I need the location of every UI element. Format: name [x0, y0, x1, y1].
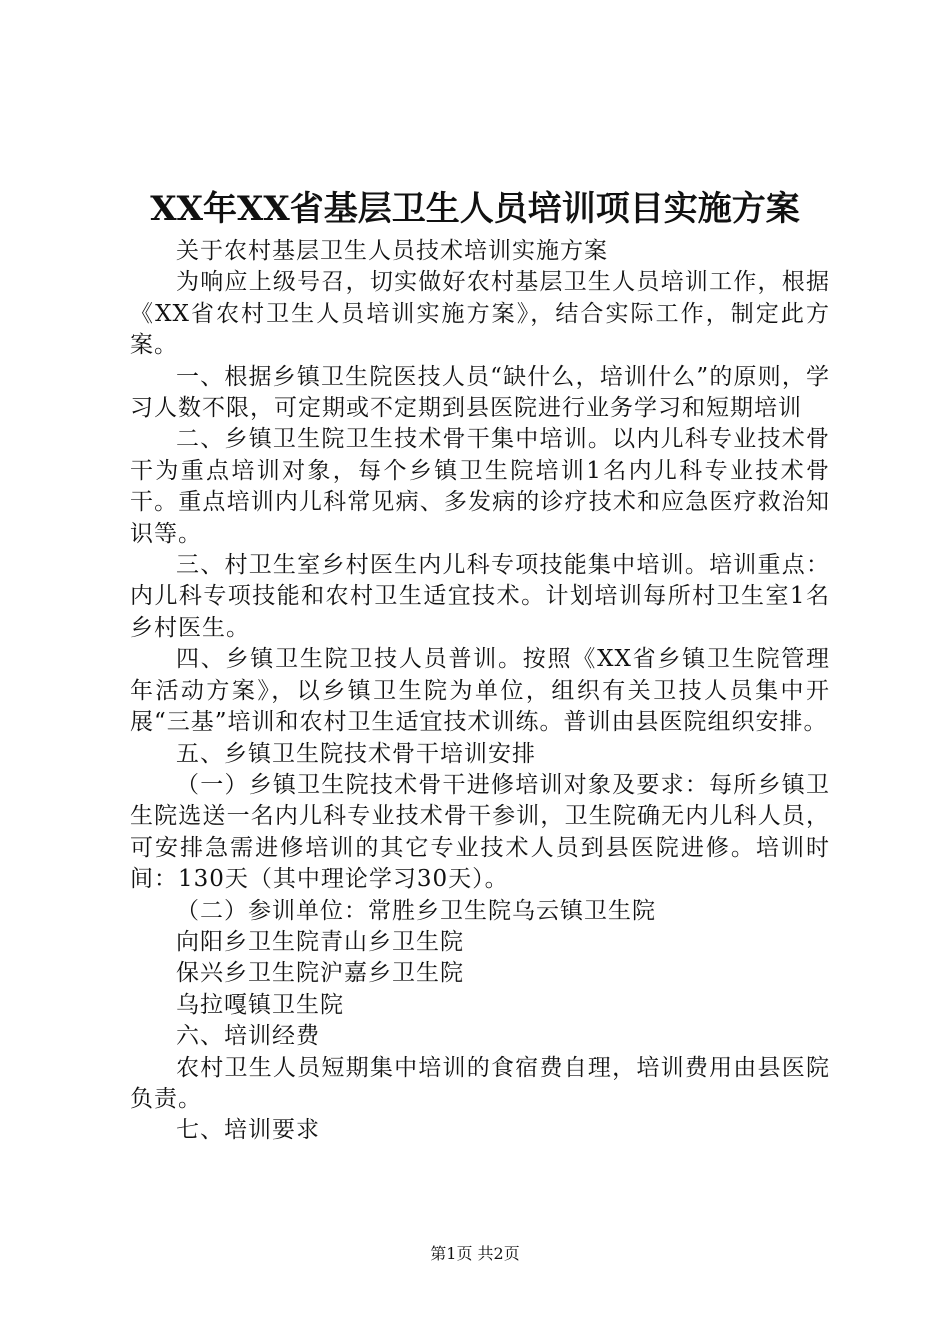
- paragraph-intro: 为响应上级号召，切实做好农村基层卫生人员培训工作，根据《XX省农村卫生人员培训实施方案》，结合实际工作，制定此方案。: [130, 269, 830, 359]
- paragraph-section-7-heading: 七、培训要求: [176, 1117, 320, 1144]
- paragraph-subtitle: 关于农村基层卫生人员技术培训实施方案: [176, 238, 608, 264]
- paragraph-unit-list-3: 乌拉嘎镇卫生院: [176, 991, 344, 1018]
- paragraph-section-5-heading: 五、乡镇卫生院技术骨干培训安排: [176, 740, 536, 767]
- paragraph-section-5-item-1: （一）乡镇卫生院技术骨干进修培训对象及要求：每所乡镇卫生院选送一名内儿科专业技术骨干参训，卫生院确无内儿科人员，可安排急需进修培训的其它专业技术人员到县医院进修。培训时间：130天（其中理论学习30天）。: [130, 771, 830, 893]
- paragraph-section-6-body: 农村卫生人员短期集中培训的食宿费自理，培训费用由县医院负责。: [130, 1054, 830, 1112]
- paragraph-section-6-heading: 六、培训经费: [176, 1023, 320, 1050]
- paragraph-section-4: 四、乡镇卫生院卫技人员普训。按照《XX省乡镇卫生院管理年活动方案》，以乡镇卫生院为单位，组织有关卫技人员集中开展“三基”培训和农村卫生适宜技术训练。普训由县医院组织安排。: [130, 646, 830, 736]
- paragraph-unit-list-1: 向阳乡卫生院青山乡卫生院: [176, 928, 464, 955]
- document-title: XX年XX省基层卫生人员培训项目实施方案: [150, 189, 800, 229]
- paragraph-section-2: 二、乡镇卫生院卫生技术骨干集中培训。以内儿科专业技术骨干为重点培训对象，每个乡镇卫生院培训1名内儿科专业技术骨干。重点培训内儿科常见病、多发病的诊疗技术和应急医疗救治知识等。: [130, 426, 830, 547]
- paragraph-section-5-item-2: （二）参训单位：常胜乡卫生院乌云镇卫生院: [176, 897, 656, 924]
- paragraph-unit-list-2: 保兴乡卫生院沪嘉乡卫生院: [176, 960, 464, 987]
- paragraph-section-3: 三、村卫生室乡村医生内儿科专项技能集中培训。培训重点：内儿科专项技能和农村卫生适宜技术。计划培训每所村卫生室1名乡村医生。: [130, 552, 830, 641]
- page-number-footer: 第1页 共2页: [430, 1244, 520, 1263]
- document-body: [130, 236, 830, 1147]
- paragraph-section-1: 一、根据乡镇卫生院医技人员“缺什么，培训什么”的原则，学习人数不限，可定期或不定期到县医院进行业务学习和短期培训: [130, 363, 830, 422]
